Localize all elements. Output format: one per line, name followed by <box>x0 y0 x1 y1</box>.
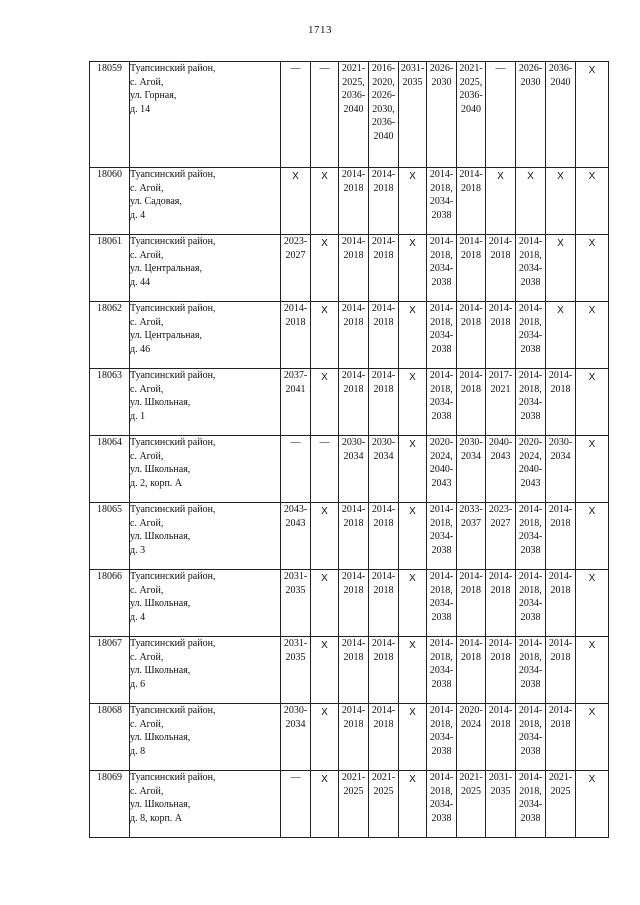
table-row <box>90 570 609 637</box>
building-address: Туапсинский район, с. Агой, ул. Горная, д. 14 <box>130 62 281 168</box>
period-cell: 2014- 2018 <box>339 570 369 637</box>
housing-register-table <box>89 61 609 838</box>
record-number: 18065 <box>90 503 130 570</box>
period-cell: 2040- 2043 <box>486 436 516 503</box>
building-address: Туапсинский район, с. Агой, ул. Школьная, д. 3 <box>130 503 281 570</box>
period-cell: X <box>576 570 609 637</box>
period-cell: 2014- 2018 <box>339 235 369 302</box>
period-cell: 2014- 2018 <box>281 302 311 369</box>
period-cell: X <box>311 570 339 637</box>
period-cell: 2014- 2018 <box>486 235 516 302</box>
period-cell: 2021- 2025 <box>457 771 486 838</box>
period-cell: X <box>516 168 546 235</box>
period-cell: 2020- 2024, 2040- 2043 <box>427 436 457 503</box>
period-cell: 2021- 2025 <box>339 771 369 838</box>
period-cell: 2014- 2018, 2034- 2038 <box>427 168 457 235</box>
period-cell: — <box>281 771 311 838</box>
period-cell: 2014- 2018 <box>369 570 399 637</box>
period-cell: 2014- 2018 <box>457 235 486 302</box>
period-cell: 2014- 2018, 2034- 2038 <box>427 302 457 369</box>
period-cell: 2014- 2018 <box>339 168 369 235</box>
period-cell: 2016- 2020, 2026- 2030, 2036- 2040 <box>369 62 399 168</box>
period-cell: 2014- 2018, 2034- 2038 <box>427 570 457 637</box>
table-row <box>90 503 609 570</box>
period-cell: 2023- 2027 <box>486 503 516 570</box>
table-row <box>90 436 609 503</box>
period-cell: 2030- 2034 <box>457 436 486 503</box>
period-cell: 2026- 2030 <box>516 62 546 168</box>
period-cell: 2014- 2018 <box>546 503 576 570</box>
record-number: 18061 <box>90 235 130 302</box>
period-cell: 2014- 2018 <box>546 637 576 704</box>
period-cell: X <box>576 771 609 838</box>
period-cell: 2031- 2035 <box>399 62 427 168</box>
period-cell: 2014- 2018, 2034- 2038 <box>427 771 457 838</box>
period-cell: 2014- 2018, 2034- 2038 <box>427 503 457 570</box>
table-row <box>90 637 609 704</box>
period-cell: X <box>399 637 427 704</box>
record-number: 18063 <box>90 369 130 436</box>
building-address: Туапсинский район, с. Агой, ул. Центральная, д. 46 <box>130 302 281 369</box>
period-cell: 2014- 2018, 2034- 2038 <box>516 503 546 570</box>
period-cell: 2014- 2018, 2034- 2038 <box>516 570 546 637</box>
period-cell: — <box>311 436 339 503</box>
period-cell: 2026- 2030 <box>427 62 457 168</box>
period-cell: 2021- 2025, 2036- 2040 <box>339 62 369 168</box>
period-cell: X <box>576 436 609 503</box>
period-cell: 2036- 2040 <box>546 62 576 168</box>
period-cell: X <box>311 369 339 436</box>
table-row <box>90 369 609 436</box>
period-cell: X <box>399 168 427 235</box>
period-cell: 2014- 2018 <box>339 503 369 570</box>
table-row <box>90 771 609 838</box>
period-cell: 2014- 2018 <box>546 570 576 637</box>
period-cell: X <box>576 503 609 570</box>
period-cell: 2014- 2018 <box>369 235 399 302</box>
period-cell: 2014- 2018 <box>546 369 576 436</box>
period-cell: — <box>281 62 311 168</box>
table-row <box>90 235 609 302</box>
period-cell: 2030- 2034 <box>369 436 399 503</box>
period-cell: X <box>546 302 576 369</box>
period-cell: X <box>576 302 609 369</box>
period-cell: 2014- 2018 <box>369 637 399 704</box>
period-cell: 2014- 2018 <box>457 369 486 436</box>
table-row <box>90 302 609 369</box>
period-cell: X <box>546 235 576 302</box>
period-cell: 2014- 2018 <box>369 704 399 771</box>
period-cell: X <box>311 503 339 570</box>
period-cell: 2021- 2025 <box>546 771 576 838</box>
period-cell: X <box>399 503 427 570</box>
period-cell: 2014- 2018 <box>486 704 516 771</box>
period-cell: 2014- 2018 <box>339 369 369 436</box>
table-row <box>90 704 609 771</box>
period-cell: X <box>311 704 339 771</box>
period-cell: X <box>399 704 427 771</box>
period-cell: 2014- 2018 <box>486 570 516 637</box>
building-address: Туапсинский район, с. Агой, ул. Центральная, д. 44 <box>130 235 281 302</box>
period-cell: X <box>399 369 427 436</box>
period-cell: X <box>576 637 609 704</box>
record-number: 18068 <box>90 704 130 771</box>
period-cell: X <box>399 771 427 838</box>
period-cell: 2014- 2018, 2034- 2038 <box>427 369 457 436</box>
period-cell: 2030- 2034 <box>339 436 369 503</box>
record-number: 18059 <box>90 62 130 168</box>
building-address: Туапсинский район, с. Агой, ул. Школьная, д. 4 <box>130 570 281 637</box>
period-cell: 2014- 2018 <box>457 168 486 235</box>
period-cell: 2037- 2041 <box>281 369 311 436</box>
period-cell: 2021- 2025, 2036- 2040 <box>457 62 486 168</box>
period-cell: — <box>281 436 311 503</box>
period-cell: 2043- 2043 <box>281 503 311 570</box>
period-cell: 2031- 2035 <box>486 771 516 838</box>
period-cell: 2014- 2018, 2034- 2038 <box>427 704 457 771</box>
period-cell: 2014- 2018, 2034- 2038 <box>516 704 546 771</box>
period-cell: X <box>399 235 427 302</box>
building-address: Туапсинский район, с. Агой, ул. Школьная, д. 6 <box>130 637 281 704</box>
building-address: Туапсинский район, с. Агой, ул. Садовая, д. 4 <box>130 168 281 235</box>
period-cell: X <box>399 570 427 637</box>
period-cell: X <box>311 771 339 838</box>
period-cell: — <box>486 62 516 168</box>
page-number: 1713 <box>308 24 332 36</box>
period-cell: 2014- 2018, 2034- 2038 <box>427 235 457 302</box>
record-number: 18060 <box>90 168 130 235</box>
period-cell: X <box>576 369 609 436</box>
period-cell: X <box>546 168 576 235</box>
period-cell: 2014- 2018, 2034- 2038 <box>516 235 546 302</box>
record-number: 18066 <box>90 570 130 637</box>
period-cell: X <box>576 704 609 771</box>
period-cell: 2014- 2018 <box>369 168 399 235</box>
period-cell: 2031- 2035 <box>281 570 311 637</box>
period-cell: 2020- 2024 <box>457 704 486 771</box>
record-number: 18067 <box>90 637 130 704</box>
period-cell: X <box>399 302 427 369</box>
period-cell: 2014- 2018, 2034- 2038 <box>516 637 546 704</box>
building-address: Туапсинский район, с. Агой, ул. Школьная, д. 8 <box>130 704 281 771</box>
period-cell: X <box>311 235 339 302</box>
period-cell: 2014- 2018, 2034- 2038 <box>427 637 457 704</box>
period-cell: 2033- 2037 <box>457 503 486 570</box>
record-number: 18069 <box>90 771 130 838</box>
period-cell: 2014- 2018 <box>339 637 369 704</box>
building-address: Туапсинский район, с. Агой, ул. Школьная, д. 2, корп. А <box>130 436 281 503</box>
period-cell: X <box>311 302 339 369</box>
record-number: 18062 <box>90 302 130 369</box>
period-cell: 2017- 2021 <box>486 369 516 436</box>
period-cell: X <box>311 637 339 704</box>
period-cell: 2014- 2018 <box>546 704 576 771</box>
period-cell: 2014- 2018 <box>486 637 516 704</box>
period-cell: X <box>311 168 339 235</box>
period-cell: X <box>399 436 427 503</box>
period-cell: X <box>576 235 609 302</box>
period-cell: 2014- 2018 <box>339 704 369 771</box>
record-number: 18064 <box>90 436 130 503</box>
period-cell: 2014- 2018 <box>369 369 399 436</box>
period-cell: 2030- 2034 <box>281 704 311 771</box>
period-cell: 2014- 2018 <box>457 637 486 704</box>
table-row <box>90 168 609 235</box>
building-address: Туапсинский район, с. Агой, ул. Школьная, д. 8, корп. А <box>130 771 281 838</box>
period-cell: 2023- 2027 <box>281 235 311 302</box>
period-cell: 2014- 2018 <box>369 302 399 369</box>
period-cell: 2030- 2034 <box>546 436 576 503</box>
period-cell: X <box>281 168 311 235</box>
period-cell: 2014- 2018, 2034- 2038 <box>516 369 546 436</box>
period-cell: 2014- 2018 <box>457 570 486 637</box>
period-cell: X <box>576 62 609 168</box>
period-cell: 2014- 2018 <box>339 302 369 369</box>
period-cell: X <box>576 168 609 235</box>
period-cell: 2014- 2018, 2034- 2038 <box>516 302 546 369</box>
period-cell: X <box>486 168 516 235</box>
period-cell: 2014- 2018, 2034- 2038 <box>516 771 546 838</box>
period-cell: 2014- 2018 <box>457 302 486 369</box>
building-address: Туапсинский район, с. Агой, ул. Школьная, д. 1 <box>130 369 281 436</box>
period-cell: — <box>311 62 339 168</box>
table-row <box>90 62 609 168</box>
period-cell: 2014- 2018 <box>369 503 399 570</box>
table-body <box>90 62 609 838</box>
period-cell: 2021- 2025 <box>369 771 399 838</box>
period-cell: 2014- 2018 <box>486 302 516 369</box>
period-cell: 2020- 2024, 2040- 2043 <box>516 436 546 503</box>
period-cell: 2031- 2035 <box>281 637 311 704</box>
